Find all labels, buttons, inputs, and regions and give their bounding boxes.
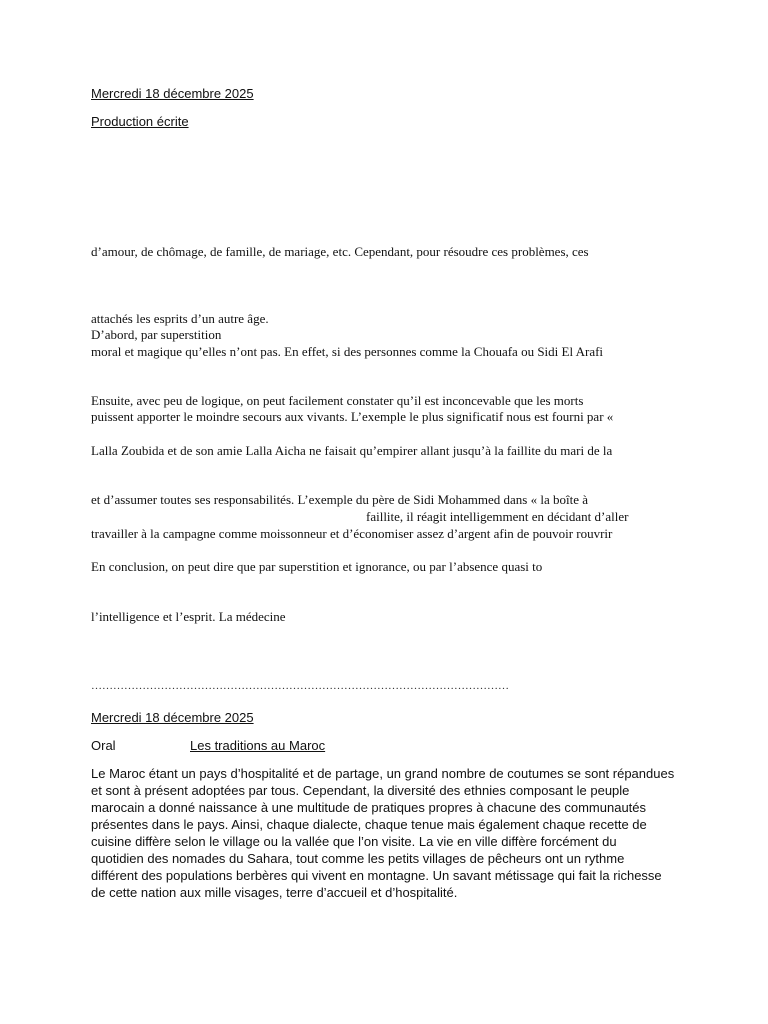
text-line: En conclusion, on peut dire que par superstition et ignorance, ou par l’absence quasi to xyxy=(91,559,543,574)
text-line: et d’assumer toutes ses responsabilités. L’exemple du père de Sidi Mohammed dans « la boîte à xyxy=(91,492,589,507)
paragraph-line: présentes dans le pays. Ainsi, chaque dialecte, chaque tenue mais également chaque recette de xyxy=(91,817,647,832)
text-line: Lalla Zoubida et de son amie Lalla Aicha ne faisait qu’empirer allant jusqu’à la faillite du mari de la xyxy=(91,443,613,458)
section1-date: Mercredi 18 décembre 2025 xyxy=(91,86,254,101)
paragraph-line: Le Maroc étant un pays d’hospitalité et de partage, un grand nombre de coutumes se sont répandues xyxy=(91,766,675,781)
text-line: travailler à la campagne comme moissonneur et d’économiser assez d’argent afin de pouvoir rouvrir xyxy=(91,526,613,541)
text-line: puissent apporter le moindre secours aux vivants. L’exemple le plus significatif nous est fourni par « xyxy=(91,409,614,424)
text-line: moral et magique qu’elles n’ont pas. En effet, si des personnes comme la Chouafa ou Sidi El Arafi xyxy=(91,344,604,359)
text-line: d’amour, de chômage, de famille, de mariage, etc. Cependant, pour résoudre ces problèmes, ces xyxy=(91,244,589,259)
text-line: faillite, il réagit intelligemment en décidant d’aller xyxy=(366,509,629,524)
paragraph-line: de cette nation aux mille visages, terre d’accueil et d’hospitalité. xyxy=(91,885,458,900)
text-line: attachés les esprits d’un autre âge. xyxy=(91,311,269,326)
paragraph-line: différent des populations berbères qui vivent en montagne. Un savant métissage qui fait la richesse xyxy=(91,868,662,883)
paragraph-line: et sont à présent adoptées par tous. Cependant, la diversité des ethnies composant le peuple xyxy=(91,783,630,798)
dotted-separator: …………………………………………………………………………………………………… xyxy=(91,680,509,692)
text-line: D’abord, par superstition xyxy=(91,327,222,342)
paragraph-line: cuisine diffère selon le village ou la vallée que l’on visite. La vie en ville diffère forcément du xyxy=(91,834,617,849)
section2-paragraph xyxy=(91,765,681,901)
section2-title: Les traditions au Maroc xyxy=(190,738,326,753)
paragraph-line: marocain a donné naissance à une multitude de pratiques propres à chacune des communautés xyxy=(91,800,647,815)
section2-label: Oral xyxy=(91,738,116,753)
text-line: Ensuite, avec peu de logique, on peut facilement constater qu’il est inconcevable que les morts xyxy=(91,393,584,408)
paragraph-line: quotidien des nomades du Sahara, tout comme les petits villages de pêcheurs ont un rythme xyxy=(91,851,625,866)
section1-title: Production écrite xyxy=(91,114,189,129)
text-line: l’intelligence et l’esprit. La médecine xyxy=(91,609,286,624)
section2-date: Mercredi 18 décembre 2025 xyxy=(91,710,254,725)
